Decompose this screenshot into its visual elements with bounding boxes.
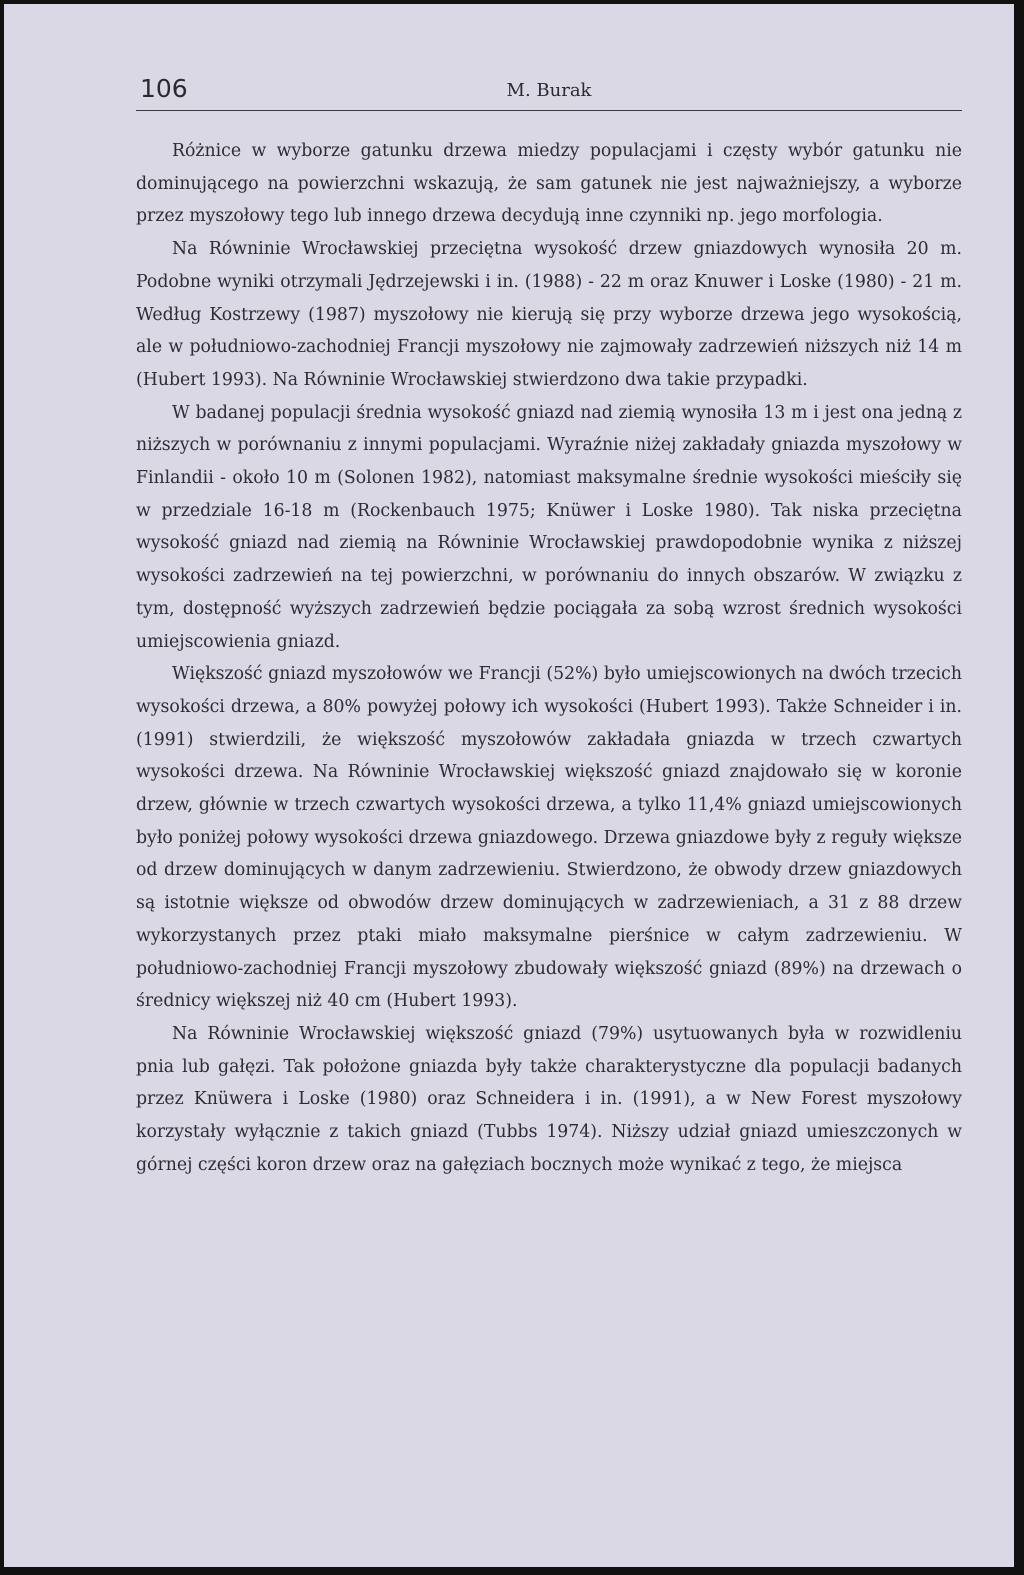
body-text xyxy=(136,135,962,1182)
paragraph: Na Równinie Wrocławskiej większość gniazd (79%) usytuowanych była w rozwidleniu pnia lub gałęzi. Tak położone gniazda były także charakterystyczne dla populacji badanych przez Knüwera i Loske (1980) oraz Schneidera i in. (1991), a w New Forest myszołowy korzystały wyłącznie z takich gniazd (Tubbs 1974). Niższy udział gniazd umieszczonych w górnej części koron drzew oraz na gałęziach bocznych może wynikać z tego, że miejsca xyxy=(136,1023,962,1175)
running-head: M. Burak xyxy=(506,80,592,101)
paragraph: Na Równinie Wrocławskiej przeciętna wysokość drzew gniazdowych wynosiła 20 m. Podobne wyniki otrzymali Jędrzejewski i in. (1988) - 22 m oraz Knuwer i Loske (1980) - 21 m. Według Kostrzewy (1987) myszołowy nie kierują się przy wyborze drzewa jego wysokością, ale w południowo-zachodniej Francji myszołowy nie zajmowały zadrzewień niższych niż 14 m (Hubert 1993). Na Równinie Wrocławskiej stwierdzono dwa takie przypadki. xyxy=(136,239,962,390)
paragraph: Większość gniazd myszołowów we Francji (52%) było umiejscowionych na dwóch trzecich wysokości drzewa, a 80% powyżej połowy ich wysokości (Hubert 1993). Także Schneider i in. (1991) stwierdzili, że większość myszołowów zakładała gniazda w trzech czwartych wysokości drzewa. Na Równinie Wrocławskiej większość gniazd znajdowało się w koronie drzew, głównie w trzech czwartych wysokości drzewa, a tylko 11,4% gniazd umiejscowionych było poniżej połowy wysokości drzewa gniazdowego. Drzewa gniazdowe były z reguły większe od drzew dominujących w danym zadrzewieniu. Stwierdzono, że obwody drzew gniazdowych są istotnie większe od obwodów drzew dominujących w zadrzewieniach, a 31 z 88 drzew wykorzystanych przez ptaki miało maksymalne pierśnice w całym zadrzewieniu. W południowo-zachodniej Francji myszołowy zbudowały większość gniazd (89%) na drzewach o średnicy większej niż 40 cm (Hubert 1993). xyxy=(136,664,962,1012)
book-page xyxy=(4,4,1014,1567)
paragraph: W badanej populacji średnia wysokość gniazd nad ziemią wynosiła 13 m i jest ona jedną z niższych w porównaniu z innymi populacjami. Wyraźnie niżej zakładały gniazda myszołowy w Finlandii - około 10 m (Solonen 1982), natomiast maksymalne średnie wysokości mieściły się w przedziale 16-18 m (Rockenbauch 1975; Knüwer i Loske 1980). Tak niska przeciętna wysokość gniazd nad ziemią na Równinie Wrocławskiej prawdopodobnie wynika z niższej wysokości zadrzewień na tej powierzchni, w porównaniu do innych obszarów. W związku z tym, dostępność wyższych zadrzewień będzie pociągała za sobą wzrost średnich wysokości umiejscowienia gniazd. xyxy=(136,402,962,652)
page-header xyxy=(136,70,962,111)
paragraph: Różnice w wyborze gatunku drzewa miedzy populacjami i częsty wybór gatunku nie dominującego na powierzchni wskazują, że sam gatunek nie jest najważniejszy, a wyborze przez myszołowy tego lub innego drzewa decydują inne czynniki np. jego morfologia. xyxy=(136,141,962,227)
page-number: 106 xyxy=(140,74,188,103)
